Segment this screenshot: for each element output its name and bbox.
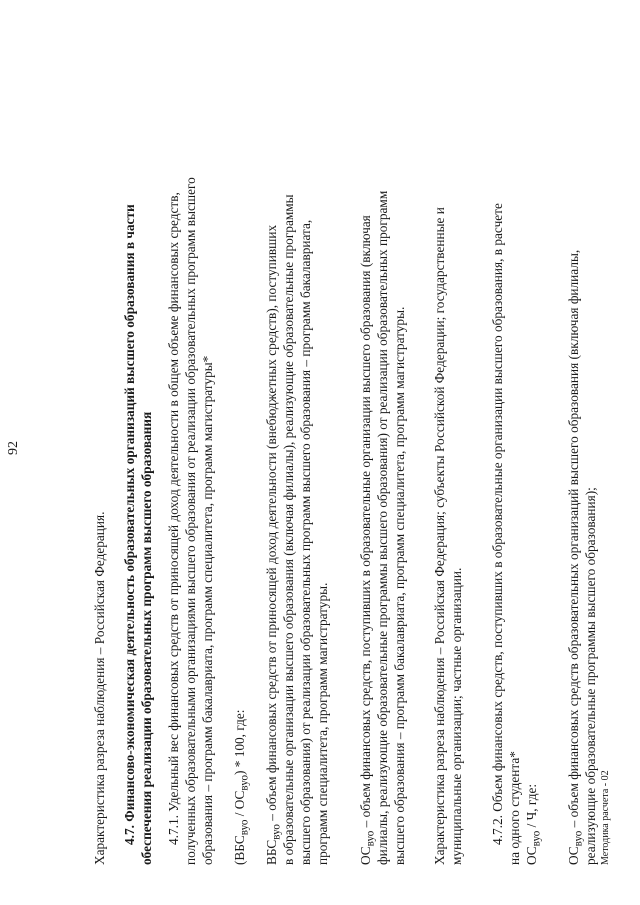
para-4-7-1-line3: образования – программ бакалавриата, программ специалитета, программ магистратуры* (200, 355, 215, 865)
page-number: 92 (6, 441, 21, 455)
def-os2-sub: вуо (572, 830, 585, 847)
formula-sub-1: вуо (238, 819, 251, 836)
observation-section-full-line1: Характеристика разреза наблюдения – Российская Федерация; субъекты Российской Федерации; государственные и (432, 207, 447, 865)
footer-note: Методика расчета - 02 (600, 770, 611, 865)
def-vbs-line2: в образовательные организации высшего образования (включая филиалы), реализующие образовательные программы (281, 194, 296, 865)
formula-sub-2: вуо (238, 774, 251, 791)
observation-section-ru: Характеристика разреза наблюдения – Российская Федерация. (92, 511, 107, 865)
def-os2-term: ОС (566, 846, 581, 865)
def-os-term: ОС (358, 846, 373, 865)
def-vbs-line4: программ специалитета, программ магистратуры. (315, 582, 330, 865)
def-os-text: – объем финансовых средств, поступивших в образовательные организации высшего образования (включая (358, 215, 373, 831)
def-os-sub: вуо (364, 830, 377, 847)
para-4-7-2-line2: на одного студента* (507, 751, 522, 865)
observation-section-full-line2: муниципальные организации; частные организации. (449, 567, 464, 865)
def-vbs-term: ВБС (264, 839, 279, 865)
formula-end: ) * 100, где: (232, 709, 247, 775)
def-os-line2: филиалы, реализующие образовательные программы высшего образования) от реализации образовательных программ (375, 190, 390, 865)
def-os2-text: – объем финансовых средств образовательных организаций высшего образования (включая филиалы, (566, 249, 581, 831)
para-4-7-1-line2: полученных образовательными организациями высшего образования от реализации образовательных программ высшего (183, 177, 198, 865)
def-os2-line2: реализующие образовательные программы высшего образования); (583, 487, 598, 865)
para-4-7-1-line1: 4.7.1. Удельный вес финансовых средств от приносящей доход деятельности в общем объеме финансовых средств, (166, 192, 181, 845)
formula-os: / ОС (232, 790, 247, 820)
para-4-7-2-line1: 4.7.2. Объем финансовых средств, поступивших в образовательные организации высшего образования, в расчете (490, 203, 505, 845)
def-vbs-sub: вуо (270, 824, 283, 840)
formula-4-7-1 (232, 710, 253, 866)
formula-4-7-2 (524, 784, 545, 865)
formula2-os: ОС (524, 846, 539, 865)
formula2-sub: вуо (530, 830, 543, 847)
formula2-end: / Ч, где: (524, 783, 539, 831)
def-os-line3: высшего образования – программ бакалавриата, программ специалитета, программ магистратуры. (392, 306, 407, 865)
def-vbs-text: – объем финансовых средств от приносящей доход деятельности (внебюджетных средств), поступивших (264, 224, 279, 825)
section-heading-4-7-cont: обеспечения реализации образовательных программ высшего образования (139, 411, 154, 865)
section-heading-4-7: 4.7. Финансово-экономическая деятельность образовательных организаций высшего образования в части (122, 204, 137, 845)
def-vbs-line3: высшего образования) от реализации образовательных программ высшего образования – программ бакалавриата, (298, 219, 313, 865)
formula-vbs: (ВБС (232, 835, 247, 865)
